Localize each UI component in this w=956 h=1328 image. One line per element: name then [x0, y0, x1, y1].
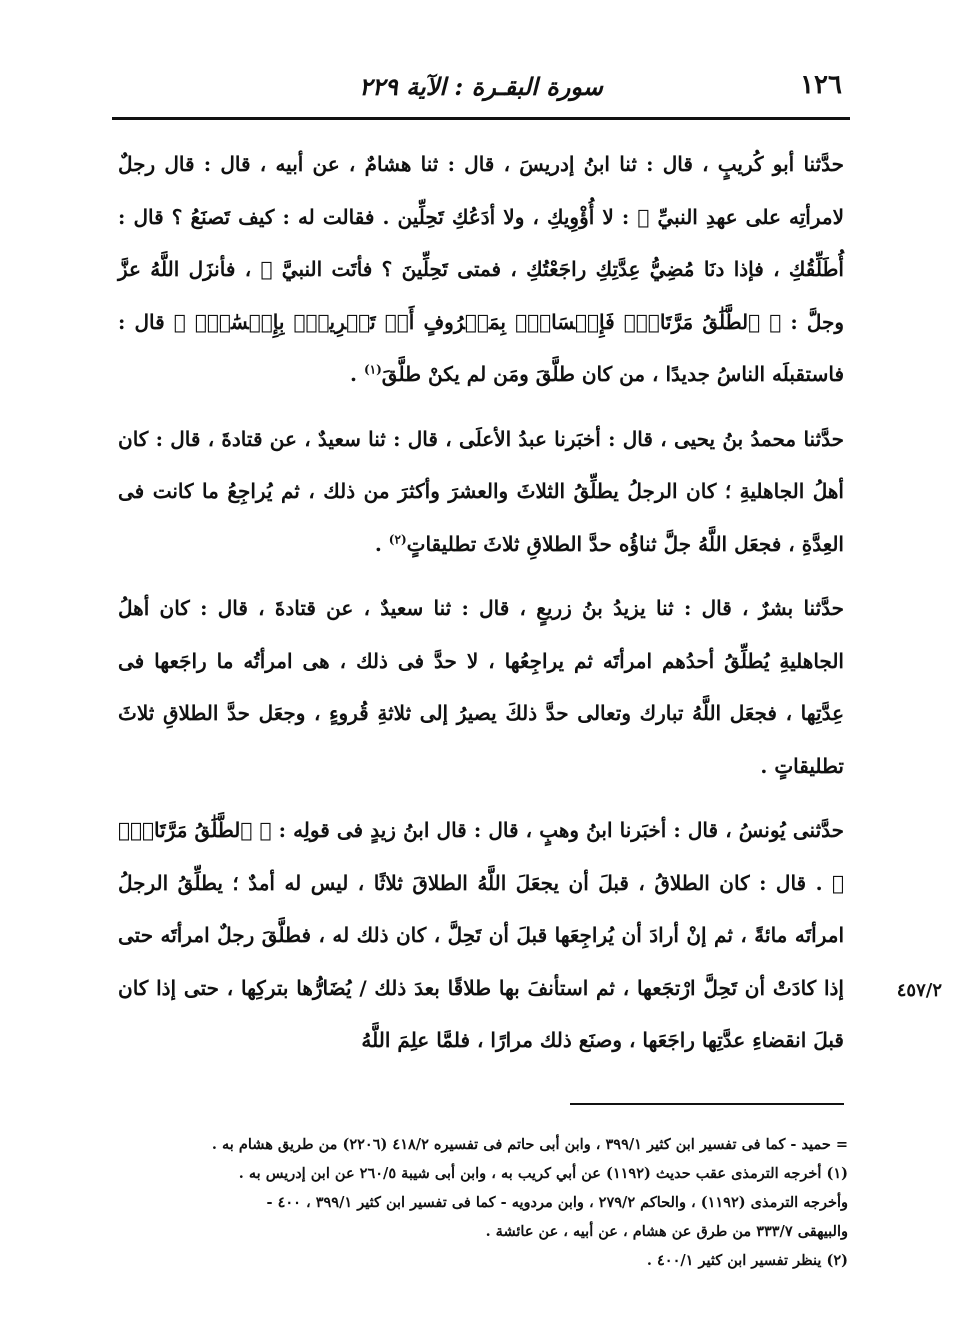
- paragraph-text: يُونسُ ، قال : أخبَرنا ابنُ وهبٍ ، قال : قال ابنُ زيدٍ فى قولِه : ﴿ ٱلطَّلَٰقُ مَرَّتَانِۖ ﴾ . قال : كان الطلاقُ ، قبلَ أن يجعَلَ اللَّهُ الطلاقَ ثلاثًا ، ليس له أمدٌ ؛ يطلِّقُ الرجلُ امرأتَه مائةً ، ثم إنْ أرادَ أن يُراجِعَها قبلَ أن تَحِلَّ ، كان ذلك له ، فطلَّقَ رجلٌ امرأتَه حتى إذا كادَتْ أن تَحِلَّ ارْتجَعها ، ثم استأنفَ بها طلاقًا بعدَ ذلك / يُضَارُّها بتركِها ، حتى إذا كان قبلَ انقضاءِ عدَّتِها راجَعَها ، وصنَع ذلك مرارًا ، فلمَّا علِمَ اللَّهُ: [118, 818, 844, 1052]
- paragraph-lead: حدَّثنا: [803, 596, 844, 620]
- footnote-line: وأخرجه الترمذى (١١٩٢) ، والحاكم ٢٧٩/٢ ، وابن مردويه - كما فى تفسير ابن كثير ٣٩٩/١ ، ٤٠٠ -: [266, 1194, 848, 1211]
- footnote-ref-1[interactable]: (١): [363, 362, 382, 377]
- paragraph-lead: حدَّثنى: [792, 818, 844, 842]
- footnote-rule: [570, 1103, 844, 1105]
- paragraph-text: بشرٌ ، قال : ثنا يزيدُ بنُ زريعٍ ، قال : ثنا سعيدٌ ، عن قتادةَ ، قال : كان أهلُ الجاهليةِ يُطلِّقُ أحدُهم امرأتَه ثم يراجِعُها ، لا حدَّ فى ذلك ، هى امرأتُه ما راجَعها فى عِدَّتِها ، فجعَل اللَّهُ تبارك وتعالى حدَّ ذلكَ يصيرُ إلى ثلاثةِ قُروءٍ ، وجعَل حدَّ الطلاقِ ثلاثَ تطليقاتٍ .: [118, 596, 844, 778]
- paragraph-end: .: [374, 531, 389, 556]
- paragraph-3: [118, 582, 844, 792]
- page-header: [112, 60, 850, 110]
- footnote-ref-2[interactable]: (٢): [388, 531, 407, 546]
- page-number: ١٢٦: [800, 70, 842, 100]
- running-title: سورة البقـرة : الآية ٢٢٩: [359, 72, 603, 101]
- main-text: [118, 138, 844, 1079]
- paragraph-2: [118, 413, 844, 571]
- paragraph-text: أبو كُريبٍ ، قال : ثنا ابنُ إدريسَ ، قال : ثنا هشامٌ ، عن أبيه ، قال : قال رجلٌ لامرأتِه على عهدِ النبيِّ ﷺ : لا أُؤْوِيكِ ، ولا أدَعُكِ تَحِلِّين . فقالت له : كيف تَصنَعُ ؟ قال : أُطَلِّقُكِ ، فإذا دنَا مُضِيُّ عِدَّتِكِ راجَعْتُكِ ، فمتى تَحِلِّينَ ؟ فأتَت النبيَّ ﷺ ، فأنزَل اللَّهُ عزَّ وجلَّ : ﴿ ٱلطَّلَٰقُ مَرَّتَانِۖ فَإِمۡسَاكُۢ بِمَعۡرُوفٍ أَوۡ تَسۡرِيحُۢ بِإِحۡسَٰنٖۗ ﴾ قال : فاستقبلَه الناسُ جديدًا ، من كان طلَّقَ ومَن لم يكنْ طلَّقَ: [118, 152, 844, 386]
- edition-page-marker: ٤٥٧/٢: [896, 980, 942, 1001]
- footnote-line: = حميد - كما فى تفسير ابن كثير ٣٩٩/١ ، وابن أبى حاتم فى تفسيره ٤١٨/٢ (٢٢٠٦) من طريق هشام به .: [211, 1136, 848, 1153]
- paragraph-text: محمدُ بنُ يحيى ، قال : أخبَرنا عبدُ الأعلَى ، قال : ثنا سعيدٌ ، عن قتادةَ ، قال : كان أهلُ الجاهليةِ ؛ كان الرجلُ يطلِّقُ الثلاثَ والعشرَ وأكثرَ من ذلك ، ثم يُراجِعُ ما كانت فى العِدَّةِ ، فجعَل اللَّهُ جلَّ ثناؤُه حدَّ الطلاقِ ثلاثَ تطليقاتٍ: [118, 426, 844, 556]
- footnote-line: والبيهقى ٣٣٣/٧ من طرق عن هشام ، عن أبيه ، عن عائشة .: [485, 1223, 848, 1240]
- paragraph-lead: حدَّثنا: [803, 152, 844, 176]
- footnote-line: (٢) ينظر تفسير ابن كثير ٤٠٠/١ .: [646, 1252, 848, 1269]
- paragraph-1: [118, 138, 844, 401]
- paragraph-lead: حدَّثنا: [803, 426, 844, 451]
- footnote-line: (١) أخرجه الترمذى عقب حديث (١١٩٢) عن أبي كريب به ، وابن أبى شيبة ٢٦٠/٥ عن ابن إدريس به .: [238, 1165, 848, 1182]
- paragraph-4: [118, 804, 844, 1067]
- paragraph-end: .: [350, 362, 364, 386]
- header-rule: [112, 117, 850, 120]
- footnotes: [112, 1130, 848, 1275]
